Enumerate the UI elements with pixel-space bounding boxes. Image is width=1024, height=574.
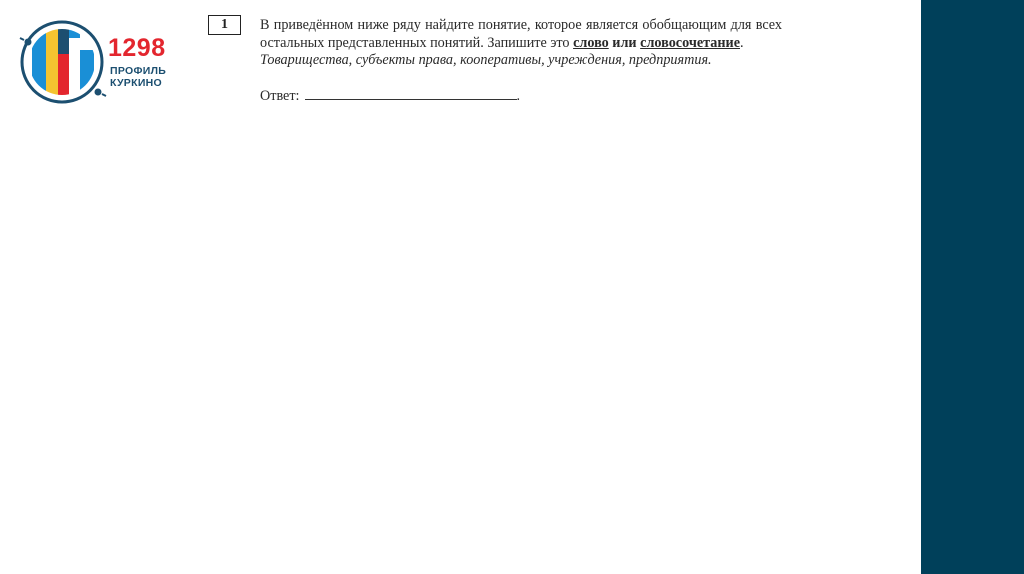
school-logo [18,14,178,110]
answer-label: Ответ: [260,87,300,104]
logo-line-profile: ПРОФИЛЬ [110,65,167,77]
task-block [260,17,782,105]
logo-line-kurkino: КУРКИНО [110,77,163,89]
side-panel [921,0,1024,574]
task-instruction-text: В приведённом ниже ряду найдите понятие, которое является обобщающим для всех остальных представленных понятий. Запишите это [260,17,782,51]
keyword-slovosochetanie: словосочетание [640,34,740,51]
answer-end: . [516,87,521,104]
logo-number: 1298 [108,34,166,62]
answer-blank-field[interactable] [305,88,517,100]
task-items: Товарищества, субъекты права, кооперативы, учреждения, предприятия. [260,52,712,68]
task-instruction-end: . [740,34,744,51]
task-instruction [260,17,782,52]
task-number: 1 [208,15,241,35]
logo-emblem-icon [18,14,108,110]
keyword-slovo: слово [573,34,609,51]
keyword-ili: или [612,34,637,51]
answer-line [260,88,782,106]
